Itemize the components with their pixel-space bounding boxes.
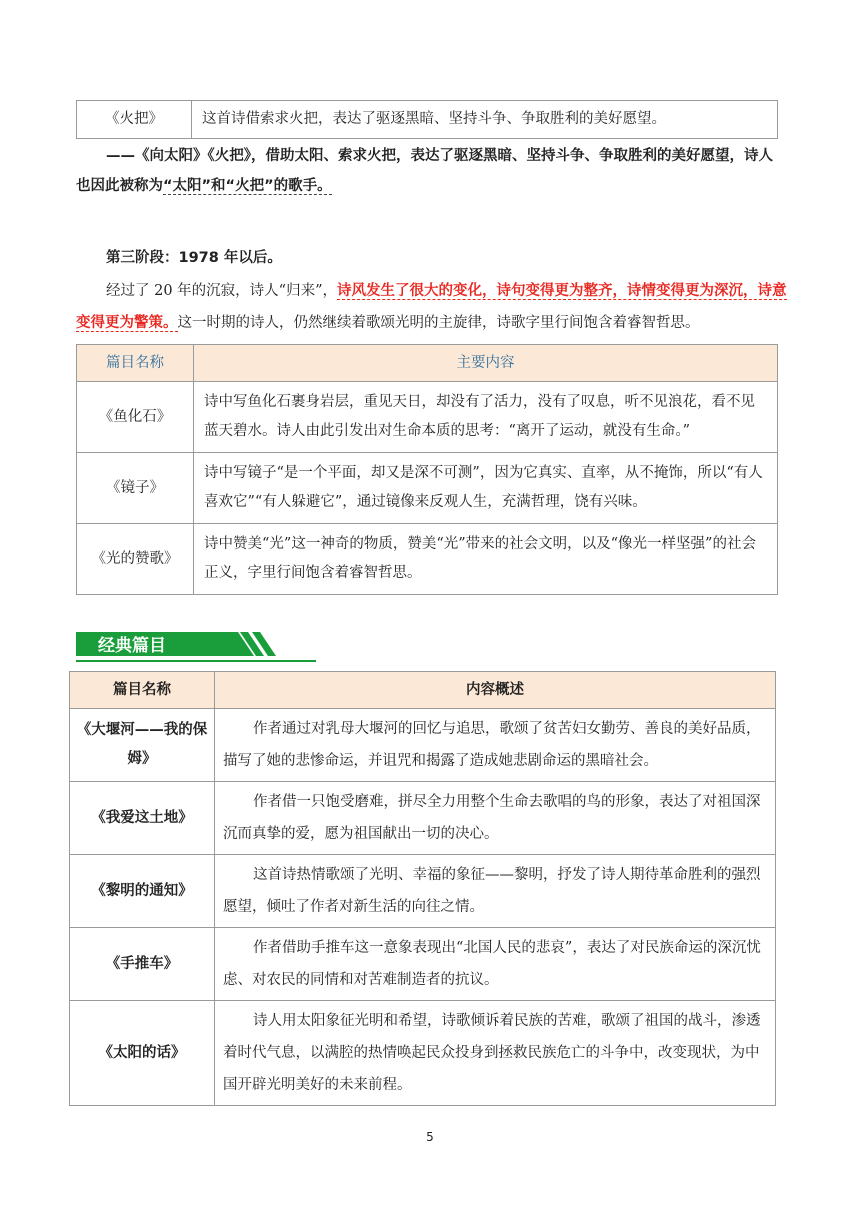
banner-underline <box>76 660 316 662</box>
poem-content-cell: 作者借一只饱受磨难，拼尽全力用整个生命去歌唱的鸟的形象，表达了对祖国深沉而真挚的爱，愿为祖国献出一切的决心。 <box>215 782 776 855</box>
stage-summary <box>76 141 786 201</box>
para-start: 经过了 20 年的沉寂，诗人“归来”， <box>106 283 337 299</box>
summary-lead: ——《向太阳》《火把》，借助太阳、索求火把，表达了驱逐黑暗、坚持斗争、争取胜利的美好愿望，诗人也因此被称为 <box>76 148 773 194</box>
poem-content-cell: 这首诗借索求火把，表达了驱逐黑暗、坚持斗争、争取胜利的美好愿望。 <box>192 101 778 139</box>
table-row <box>70 855 776 928</box>
table-row <box>70 1001 776 1106</box>
poem-title-cell: 《火把》 <box>77 101 192 139</box>
table-row <box>77 524 778 595</box>
header-title: 篇目名称 <box>70 672 215 709</box>
poem-title-cell: 《手推车》 <box>70 928 215 1001</box>
stage3-poems-table <box>76 344 778 595</box>
poem-title-cell: 《黎明的通知》 <box>70 855 215 928</box>
header-title: 篇目名称 <box>77 345 194 382</box>
poem-table-torch <box>76 100 778 139</box>
poem-content-cell: 这首诗热情歌颂了光明、幸福的象征——黎明，抒发了诗人期待革命胜利的强烈愿望，倾吐了作者对新生活的向往之情。 <box>215 855 776 928</box>
poem-content-cell: 诗中写镜子“是一个平面，却又是深不可测”，因为它真实、直率，从不掩饰，所以“有人喜欢它”“有人躲避它”，通过镜像来反观人生，充满哲理，饶有兴味。 <box>194 453 778 524</box>
poem-content-cell: 作者通过对乳母大堰河的回忆与追思，歌颂了贫苦妇女勤劳、善良的美好品质，描写了她的悲惨命运，并诅咒和揭露了造成她悲剧命运的黑暗社会。 <box>215 709 776 782</box>
table-row <box>70 782 776 855</box>
poem-content-cell: 诗中写鱼化石裹身岩层，重见天日，却没有了活力，没有了叹息，听不见浪花，看不见蓝天碧水。诗人由此引发出对生命本质的思考：“离开了运动，就没有生命。” <box>194 382 778 453</box>
poem-title-cell: 《我爱这土地》 <box>70 782 215 855</box>
table-row <box>70 709 776 782</box>
poem-title-cell: 《光的赞歌》 <box>77 524 194 595</box>
stage3-paragraph <box>76 275 788 339</box>
para-end: 这一时期的诗人，仍然继续着歌颂光明的主旋律，诗歌字里行间饱含着睿智哲思。 <box>177 315 700 331</box>
poem-title-cell: 《镜子》 <box>77 453 194 524</box>
table-row <box>77 382 778 453</box>
classic-poems-table <box>69 671 776 1106</box>
poem-title-cell: 《太阳的话》 <box>70 1001 215 1106</box>
table-header-row <box>70 672 776 709</box>
table-row <box>70 928 776 1001</box>
poem-title-cell: 《鱼化石》 <box>77 382 194 453</box>
section-title: 经典篇目 <box>98 636 166 656</box>
table-row <box>77 453 778 524</box>
poem-content-cell: 诗中赞美“光”这一神奇的物质，赞美“光”带来的社会文明，以及“像光一样坚强”的社会正义，字里行间饱含着睿智哲思。 <box>194 524 778 595</box>
table-row <box>77 101 778 139</box>
summary-underlined: “太阳”和“火把”的歌手。 <box>163 178 332 194</box>
page-number: 5 <box>426 1130 434 1144</box>
poem-title-cell: 《大堰河——我的保姆》 <box>70 709 215 782</box>
table-header-row <box>77 345 778 382</box>
stage3-heading: 第三阶段：1978 年以后。 <box>106 250 282 266</box>
section-banner <box>76 630 316 664</box>
para-highlight: 诗风发生了很大的变化，诗句变得更为整齐，诗情变得更为深沉，诗意变得更为警策。 <box>76 283 787 331</box>
header-content: 主要内容 <box>194 345 778 382</box>
poem-content-cell: 作者借助手推车这一意象表现出“北国人民的悲哀”，表达了对民族命运的深沉忧虑、对农民的同情和对苦难制造者的抗议。 <box>215 928 776 1001</box>
poem-content-cell: 诗人用太阳象征光明和希望，诗歌倾诉着民族的苦难，歌颂了祖国的战斗，渗透着时代气息，以满腔的热情唤起民众投身到拯救民族危亡的斗争中，改变现状，为中国开辟光明美好的未来前程。 <box>215 1001 776 1106</box>
header-content: 内容概述 <box>215 672 776 709</box>
